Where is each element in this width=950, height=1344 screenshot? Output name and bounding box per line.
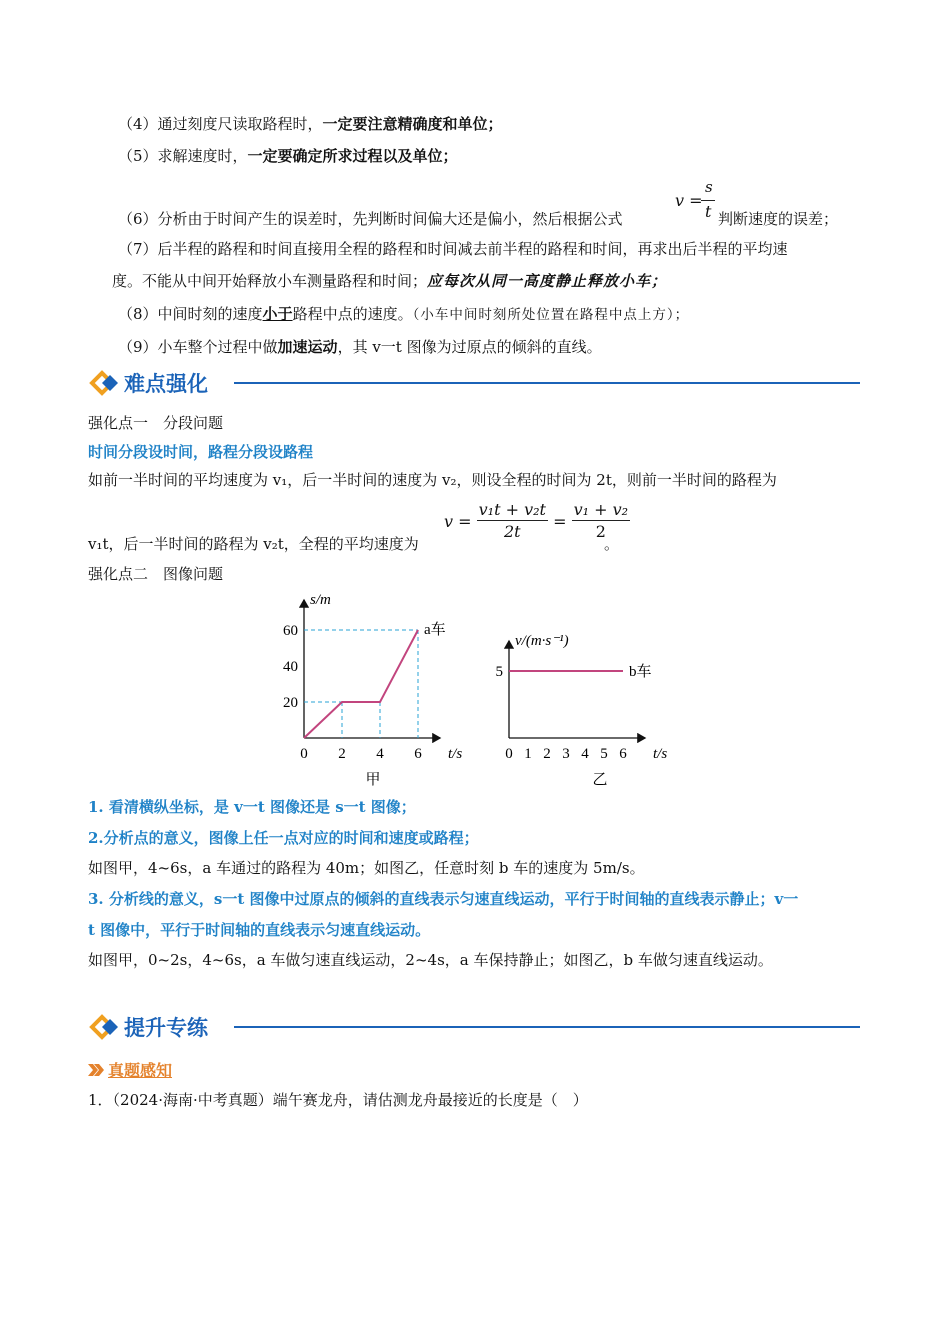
section-rule bbox=[234, 1026, 860, 1028]
y-tick-label: 60 bbox=[283, 623, 298, 639]
item-8: （8）中间时刻的速度小于路程中点的速度。（小车中间时刻所处位置在路程中点上方）； bbox=[118, 305, 690, 323]
item-7-line1: （7）后半程的路程和时间直接用全程的路程和时间减去前半程的路程和时间，再求出后半程的平均速 bbox=[118, 240, 788, 258]
item-5: （5）求解速度时，一定要确定所求过程以及单位； bbox=[118, 147, 458, 165]
item-6-end: 判断速度的误差； bbox=[718, 210, 839, 228]
section-header-practice bbox=[88, 1010, 868, 1044]
question-1: 1．（2024·海南·中考真题）端午赛龙舟，请估测龙舟最接近的长度是（ ） bbox=[88, 1091, 588, 1109]
double-chevron-icon bbox=[88, 1063, 104, 1077]
item-7-line2: 度。不能从中间开始释放小车测量路程和时间；应每次从同一高度静止释放小车； bbox=[112, 272, 668, 290]
x-tick-label: 4 bbox=[376, 746, 384, 762]
point-1-tip: 时间分段设时间，路程分段设路程 bbox=[88, 443, 314, 461]
diamond-icon bbox=[88, 368, 122, 398]
average-speed-formula: v = $\frac{\text{v₁t + v₂t}}{2t}$ = $\frac{\text{v₁ + v₂}}{2}$ bbox=[444, 500, 629, 541]
chart-s-t-jia bbox=[276, 588, 476, 788]
subsection-zhenti: 真题感知 bbox=[88, 1058, 172, 1081]
section-title: 提升专练 bbox=[124, 1016, 208, 1040]
chart-v-t-yi bbox=[488, 588, 688, 788]
point-1-text2: v₁t，后一半时间的路程为 v₂t，全程的平均速度为 bbox=[88, 535, 419, 553]
point-2-example1: 如图甲，4~6s，a 车通过的路程为 40m；如图乙，任意时刻 b 车的速度为 5m/s。 bbox=[88, 859, 645, 877]
series-label: b车 bbox=[629, 664, 652, 680]
x-tick-label: 5 bbox=[600, 746, 608, 762]
point-1-title: 强化点一 分段问题 bbox=[88, 414, 224, 432]
point-2-tip2: 2.分析点的意义，图像上任一点对应的时间和速度或路程； bbox=[88, 829, 479, 847]
point-2-tip1: 1. 看清横纵坐标，是 v一t 图像还是 s一t 图像； bbox=[88, 798, 416, 816]
x-tick-label: 2 bbox=[338, 746, 346, 762]
x-tick-label: 3 bbox=[562, 746, 570, 762]
diamond-icon bbox=[88, 1012, 122, 1042]
x-tick-label: 0 bbox=[505, 746, 513, 762]
y-axis-label: s/m bbox=[310, 592, 331, 608]
x-tick-label: 6 bbox=[619, 746, 627, 762]
section-rule bbox=[234, 382, 860, 384]
point-2-example2: 如图甲，0~2s，4~6s，a 车做匀速直线运动，2~4s，a 车保持静止；如图乙，b 车做匀速直线运动。 bbox=[88, 951, 773, 969]
point-2-tip3-line1: 3. 分析线的意义，s一t 图像中过原点的倾斜的直线表示匀速直线运动，平行于时间轴的直线表示静止；v一 bbox=[88, 890, 799, 908]
y-tick-label: 5 bbox=[495, 664, 503, 680]
section-header-difficulty bbox=[88, 366, 868, 400]
chart-caption: 乙 bbox=[592, 772, 608, 788]
section-title: 难点强化 bbox=[124, 372, 208, 396]
x-tick-label: 1 bbox=[524, 746, 532, 762]
x-axis-label: t/s bbox=[653, 746, 668, 762]
point-1-text1: 如前一半时间的平均速度为 v₁，后一半时间的速度为 v₂，则设全程的时间为 2t，则前一半时间的路程为 bbox=[88, 471, 777, 489]
item-6: （6）分析由于时间产生的误差时，先判断时间偏大还是偏小，然后根据公式 bbox=[118, 210, 623, 228]
x-axis-label: t/s bbox=[448, 746, 463, 762]
series-label: a车 bbox=[424, 622, 446, 638]
series-line bbox=[304, 630, 418, 738]
y-tick-label: 20 bbox=[283, 695, 298, 711]
item-9: （9）小车整个过程中做加速运动，其 v一t 图像为过原点的倾斜的直线。 bbox=[118, 338, 602, 356]
formula-end-mark: 。 bbox=[604, 535, 620, 553]
point-2-tip3-line2: t 图像中，平行于时间轴的直线表示匀速直线运动。 bbox=[88, 921, 431, 939]
x-tick-label: 6 bbox=[414, 746, 422, 762]
x-tick-label: 2 bbox=[543, 746, 551, 762]
x-tick-label: 4 bbox=[581, 746, 589, 762]
y-tick-label: 40 bbox=[283, 659, 298, 675]
x-tick-label: 0 bbox=[300, 746, 308, 762]
point-2-title: 强化点二 图像问题 bbox=[88, 565, 224, 583]
y-axis-label: v/(m·s⁻¹) bbox=[515, 633, 569, 649]
item-4: （4）通过刻度尺读取路程时，一定要注意精确度和单位； bbox=[118, 115, 503, 133]
chart-caption: 甲 bbox=[365, 772, 381, 788]
